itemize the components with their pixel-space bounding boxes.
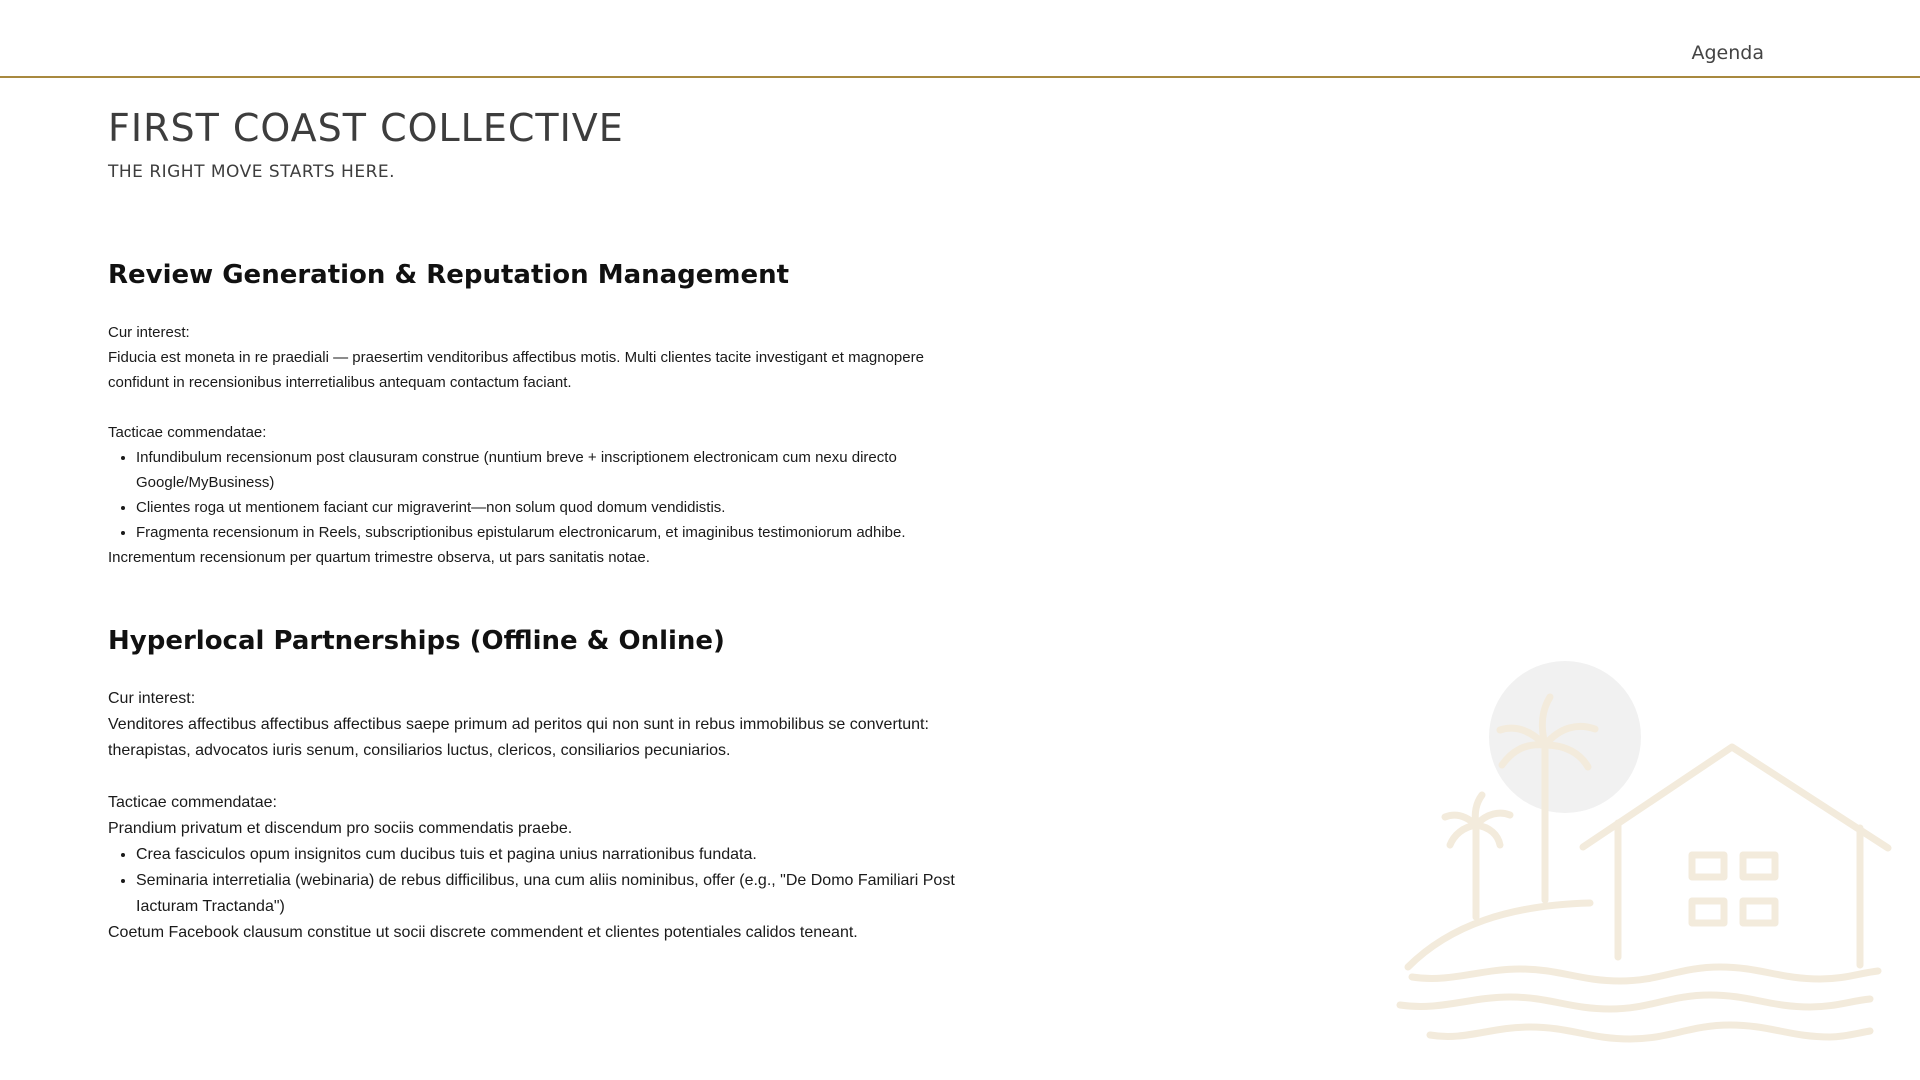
why-text: Fiducia est moneta in re praediali — praesertim venditoribus affectibus motis. Multi clientes tacite investigant et magnopere confidunt in recensionibus interretialibus antequam contactum faciant. <box>108 349 924 391</box>
top-bar <box>0 0 1920 78</box>
why-label: Cur interest: <box>108 690 196 707</box>
closing-text: Coetum Facebook clausum constitue ut socii discrete commendent et clientes potentiales calidos teneant. <box>108 924 858 941</box>
tactics-label: Tacticae commendatae: <box>108 794 277 811</box>
brand-title: FIRST COAST COLLECTIVE <box>108 106 624 150</box>
tactics-list <box>108 842 988 920</box>
list-item: • Fragmenta recensionum in Reels, subscriptionibus epistularum electronicarum, et imaginibus testimoniorum adhibe. <box>136 520 988 545</box>
brand-tagline: THE RIGHT MOVE STARTS HERE. <box>108 162 396 182</box>
section-review-generation <box>108 260 988 570</box>
list-item: • Infundibulum recensionum post clausuram construe (nuntium breve + inscriptionem electronicam cum nexu directo Google/MyBusiness) <box>136 445 988 495</box>
spacer <box>108 764 988 790</box>
why-text: Venditores affectibus affectibus affectibus saepe primum ad peritos qui non sunt in rebus immobilibus se convertunt: therapistas, advocatos iuris senum, consiliarios luctus, clericos, consiliarios pecuniarios. <box>108 716 929 759</box>
why-label: Cur interest: <box>108 324 190 341</box>
agenda-link[interactable]: Agenda <box>1691 42 1764 64</box>
beach-house-palm-waves-icon <box>1390 655 1900 1055</box>
section-heading: Review Generation & Reputation Management <box>108 260 790 290</box>
list-item: • Clientes roga ut mentionem faciant cur migraverint—non solum quod domum vendidistis. <box>136 495 988 520</box>
closing-text: Incrementum recensionum per quartum trimestre observa, ut pars sanitatis notae. <box>108 549 650 566</box>
tactics-list <box>108 445 988 545</box>
list-item: • Crea fasciculos opum insignitos cum ducibus tuis et pagina unius narrationibus fundata. <box>136 842 988 868</box>
list-item: • Seminaria interretialia (webinaria) de rebus difficilibus, una cum aliis nominibus, offer (e.g., "De Domo Familiari Post Iacturam Tractanda") <box>136 868 988 920</box>
section-heading: Hyperlocal Partnerships (Offline & Online) <box>108 626 725 656</box>
spacer <box>108 395 988 420</box>
tactics-intro: Prandium privatum et discendum pro sociis commendatis praebe. <box>108 820 573 837</box>
section-hyperlocal-partnerships <box>108 626 988 946</box>
main-content <box>108 260 988 946</box>
tactics-label: Tacticae commendatae: <box>108 424 267 441</box>
